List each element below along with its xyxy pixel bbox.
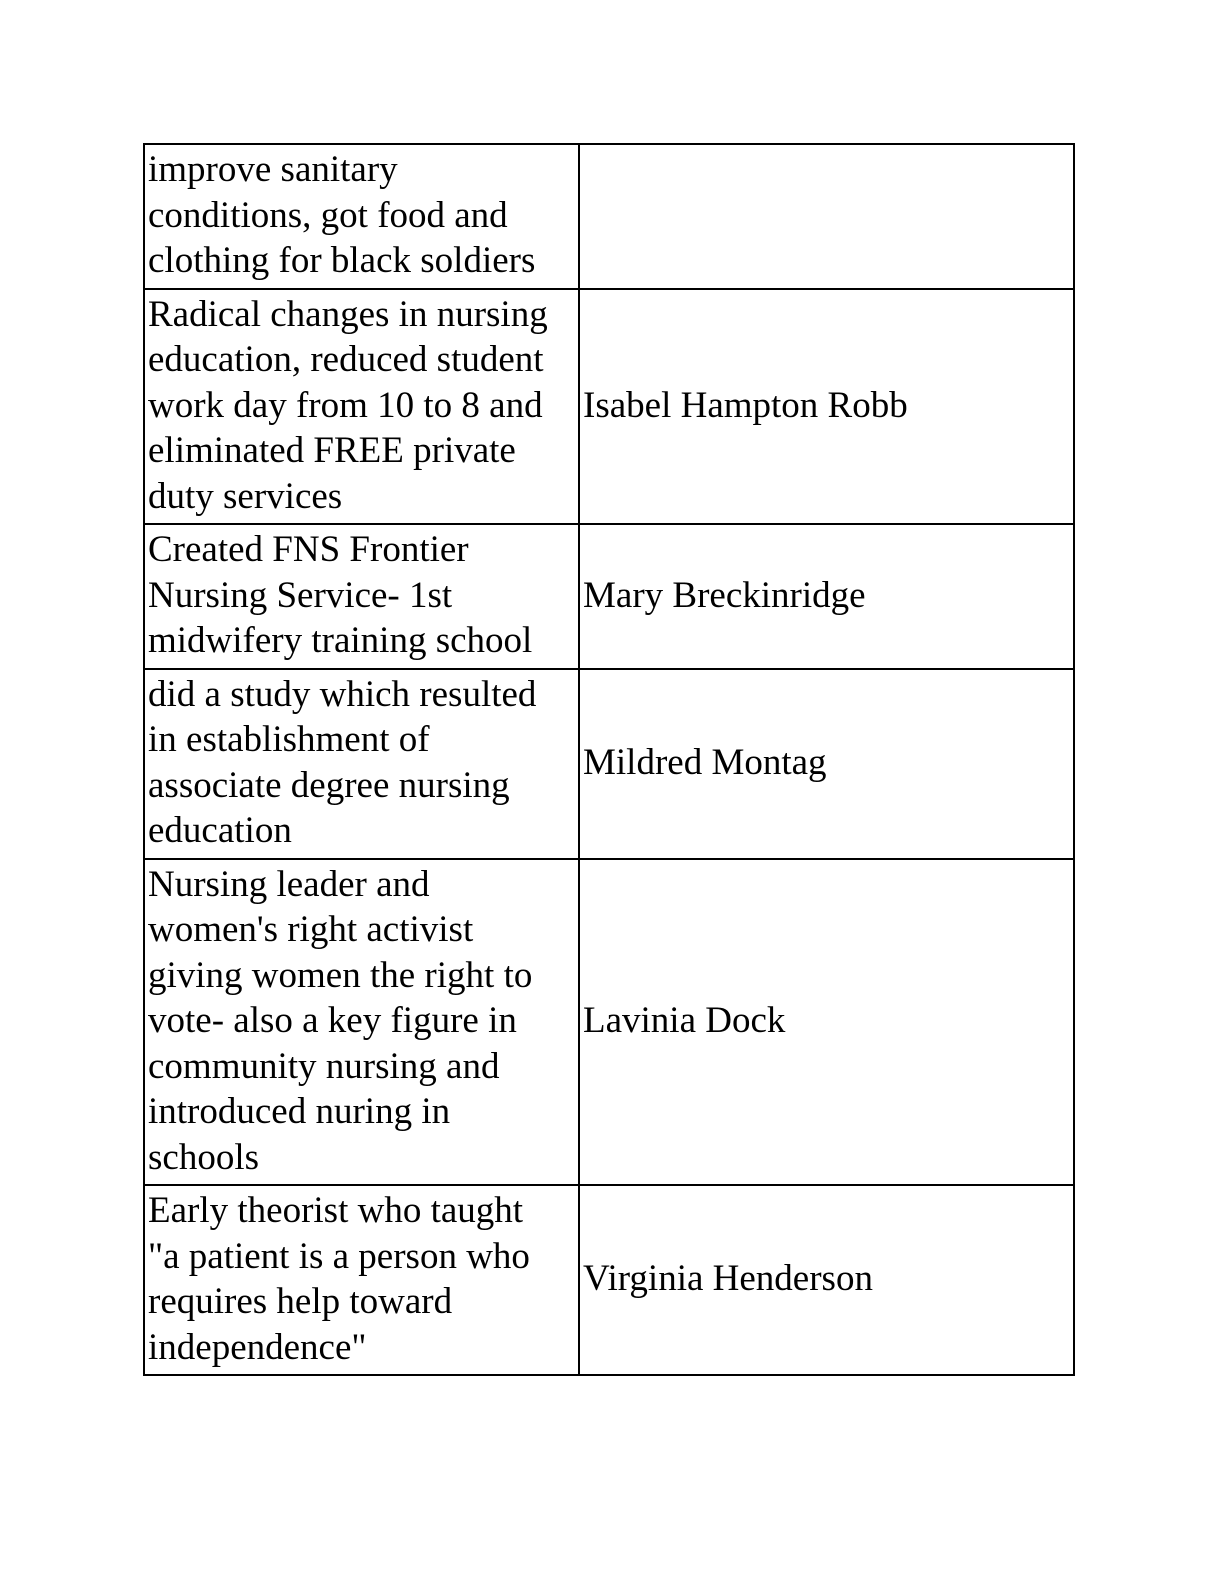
description-line: giving women the right to bbox=[148, 954, 533, 996]
name-cell bbox=[579, 289, 1074, 525]
description-line: introduced nuring in bbox=[148, 1091, 451, 1132]
description-line: Nursing leader and bbox=[148, 863, 430, 905]
description-line: conditions, got food and bbox=[148, 194, 508, 236]
description-cell bbox=[144, 524, 579, 669]
description-line: work day from 10 to 8 and bbox=[148, 384, 543, 426]
name-cell bbox=[579, 859, 1074, 1186]
person-name: Lavinia Dock bbox=[583, 1000, 786, 1041]
description-cell bbox=[144, 289, 579, 525]
description-line: duty services bbox=[148, 475, 343, 517]
name-cell bbox=[579, 669, 1074, 859]
description-line: women's right activist bbox=[148, 909, 474, 950]
description-line: midwifery training school bbox=[148, 620, 533, 661]
person-name: Virginia Henderson bbox=[583, 1258, 873, 1300]
name-cell bbox=[579, 524, 1074, 669]
person-name: Isabel Hampton Robb bbox=[583, 384, 908, 426]
description-line: community nursing and bbox=[148, 1045, 500, 1087]
description-cell bbox=[144, 669, 579, 859]
table-row bbox=[144, 524, 1074, 669]
description-cell bbox=[144, 859, 579, 1186]
person-name: Mildred Montag bbox=[583, 741, 827, 783]
description-line: "a patient is a person who bbox=[148, 1235, 530, 1277]
description-line: clothing for black soldiers bbox=[148, 240, 536, 281]
description-line: Radical changes in nursing bbox=[148, 293, 548, 335]
description-cell bbox=[144, 1185, 579, 1375]
table-row bbox=[144, 1185, 1074, 1375]
description-line: associate degree nursing bbox=[148, 764, 510, 806]
table-row bbox=[144, 859, 1074, 1186]
description-line: schools bbox=[148, 1136, 259, 1178]
description-line: improve sanitary bbox=[148, 149, 398, 190]
description-line: Early theorist who taught bbox=[148, 1190, 524, 1231]
description-line: independence" bbox=[148, 1326, 367, 1368]
description-line: eliminated FREE private bbox=[148, 430, 516, 471]
description-line: education bbox=[148, 810, 292, 851]
description-line: vote- also a key figure in bbox=[148, 1000, 517, 1041]
description-line: education, reduced student bbox=[148, 339, 544, 380]
description-line: Nursing Service- 1st bbox=[148, 574, 453, 616]
description-cell bbox=[144, 144, 579, 289]
name-cell bbox=[579, 1185, 1074, 1375]
description-line: requires help toward bbox=[148, 1281, 453, 1322]
table-row bbox=[144, 669, 1074, 859]
table-row bbox=[144, 289, 1074, 525]
flashcard-table bbox=[143, 143, 1075, 1376]
description-line: Created FNS Frontier bbox=[148, 529, 469, 570]
person-name: Mary Breckinridge bbox=[583, 574, 866, 616]
description-line: did a study which resulted bbox=[148, 673, 537, 715]
table-row bbox=[144, 144, 1074, 289]
name-cell bbox=[579, 144, 1074, 289]
description-line: in establishment of bbox=[148, 719, 430, 760]
